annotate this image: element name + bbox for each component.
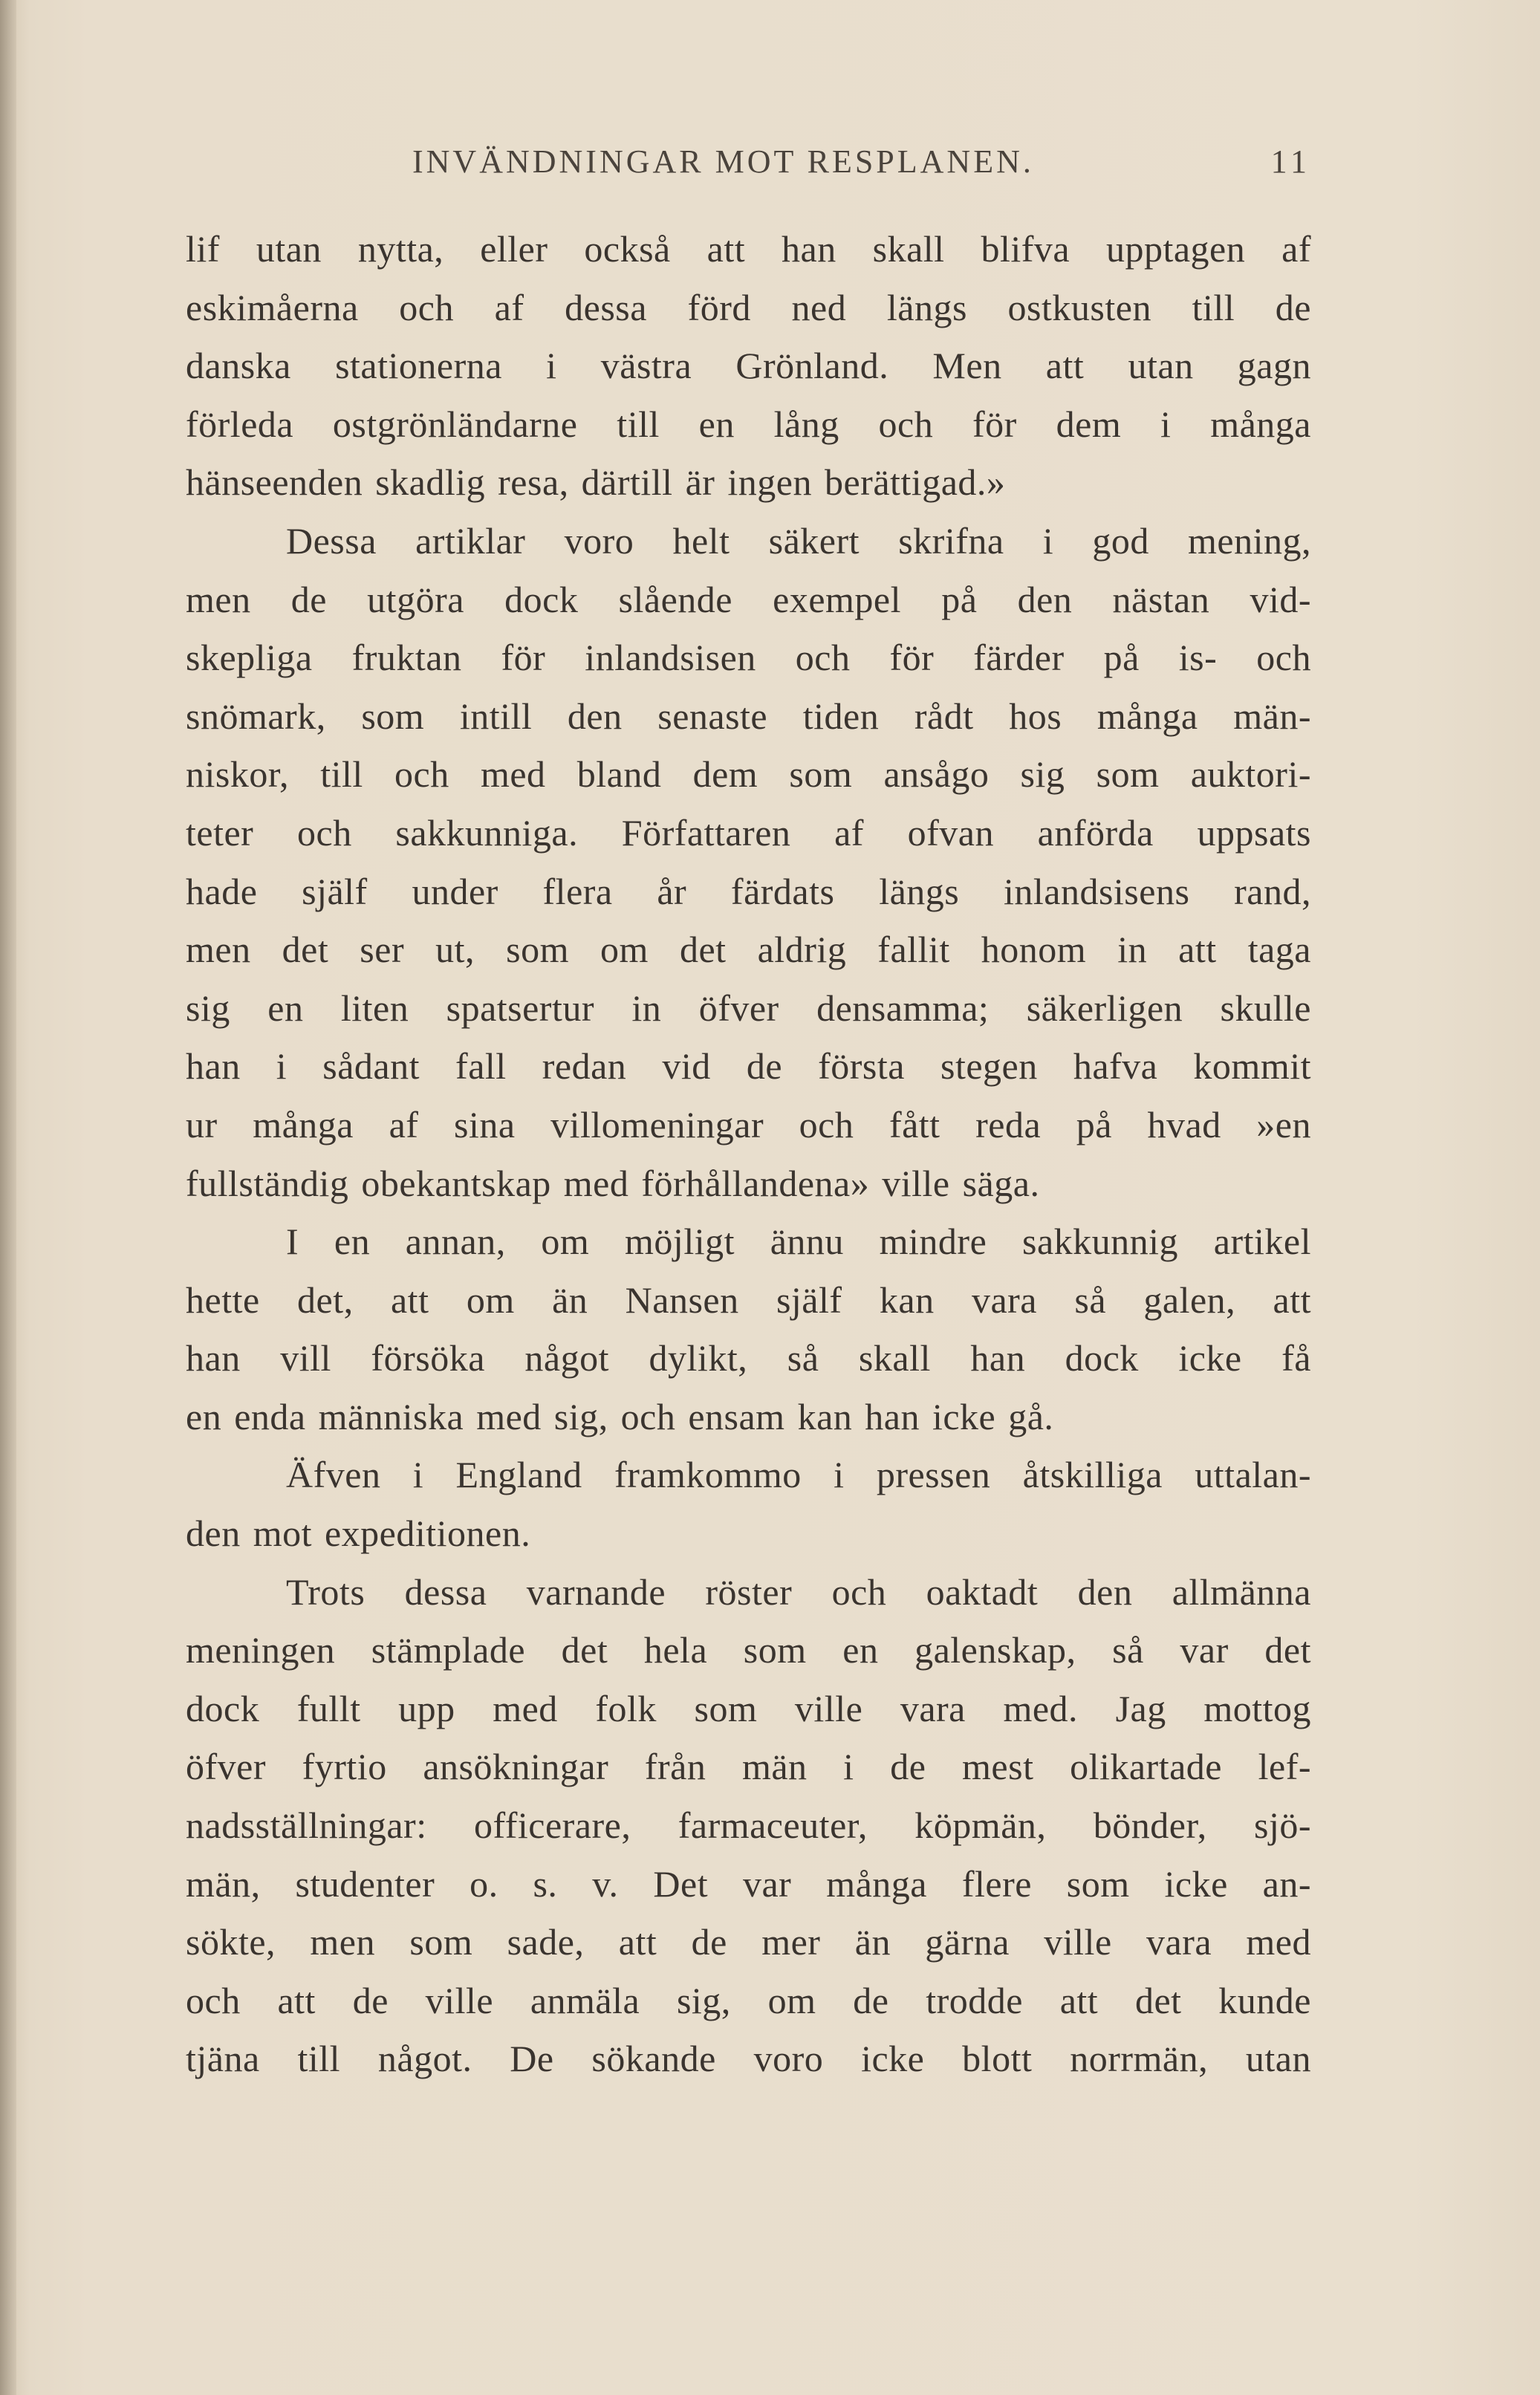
running-head: INVÄNDNINGAR MOT RESPLANEN. bbox=[412, 143, 1034, 180]
text-line: Dessa artiklar voro helt säkert skrifna i god mening, bbox=[286, 519, 1311, 562]
text-line: en enda människa med sig, och ensam kan han icke gå. bbox=[186, 1395, 1054, 1437]
text-line: öfver fyrtio ansökningar från män i de mest olikartade lef- bbox=[186, 1746, 1311, 1788]
text-line: sökte, men som sade, att de mer än gärna ville vara med bbox=[186, 1921, 1311, 1963]
text-line: fullständig obekantskap med förhållandena» ville säga. bbox=[186, 1162, 1040, 1204]
text-line: eskimåerna och af dessa förd ned längs ostkusten till de bbox=[186, 286, 1311, 328]
text-line: ur många af sina villomeningar och fått reda på hvad »en bbox=[186, 1103, 1311, 1145]
text-line: män, studenter o. s. v. Det var många flere som icke an- bbox=[186, 1862, 1311, 1905]
text-line: lif utan nytta, eller också att han skall blifva upptagen af bbox=[186, 228, 1311, 270]
text-line: skepliga fruktan för inlandsisen och för färder på is- och bbox=[186, 637, 1311, 679]
text-line: sig en liten spatsertur in öfver densamma; säkerligen skulle bbox=[186, 987, 1311, 1029]
text-line: den mot expeditionen. bbox=[186, 1512, 531, 1555]
text-line: dock fullt upp med folk som ville vara med. Jag mottog bbox=[186, 1687, 1311, 1729]
page-number: 11 bbox=[1270, 143, 1311, 180]
text-line: I en annan, om möjligt ännu mindre sakkunnig artikel bbox=[286, 1221, 1311, 1263]
body-text bbox=[186, 220, 1311, 2088]
text-line: han i sådant fall redan vid de första stegen hafva kommit bbox=[186, 1045, 1311, 1088]
text-line: men det ser ut, som om det aldrig fallit honom in att taga bbox=[186, 929, 1311, 971]
text-line: tjäna till något. De sökande voro icke blott norrmän, utan bbox=[186, 2038, 1311, 2080]
text-line: hette det, att om än Nansen själf kan vara så galen, att bbox=[186, 1278, 1311, 1321]
text-line: han vill försöka något dylikt, så skall han dock icke få bbox=[186, 1337, 1311, 1380]
text-line: hade själf under flera år färdats längs inlandsisens rand, bbox=[186, 870, 1311, 912]
text-line: snömark, som intill den senaste tiden rådt hos många män- bbox=[186, 695, 1311, 737]
text-line: niskor, till och med bland dem som ansågo sig som auktori- bbox=[186, 753, 1311, 796]
text-line: men de utgöra dock slående exempel på den nästan vid- bbox=[186, 578, 1311, 620]
text-line: och att de ville anmäla sig, om de trodde att det kunde bbox=[186, 1979, 1311, 2021]
text-line: danska stationerna i västra Grönland. Men att utan gagn bbox=[186, 345, 1311, 387]
text-line: Äfven i England framkommo i pressen åtskilliga uttalan- bbox=[286, 1454, 1311, 1496]
text-line: teter och sakkunniga. Författaren af ofvan anförda uppsats bbox=[186, 811, 1311, 854]
text-line: hänseenden skadlig resa, därtill är ingen berättigad.» bbox=[186, 461, 1006, 504]
page-header bbox=[186, 143, 1311, 195]
text-line: meningen stämplade det hela som en galenskap, så var det bbox=[186, 1629, 1311, 1671]
text-line: förleda ostgrönländarne till en lång och för dem i många bbox=[186, 403, 1311, 445]
page-spine-shadow bbox=[0, 0, 16, 2395]
text-line: Trots dessa varnande röster och oaktadt den allmänna bbox=[286, 1570, 1311, 1613]
text-line: nadsställningar: officerare, farmaceuter, köpmän, bönder, sjö- bbox=[186, 1804, 1311, 1847]
